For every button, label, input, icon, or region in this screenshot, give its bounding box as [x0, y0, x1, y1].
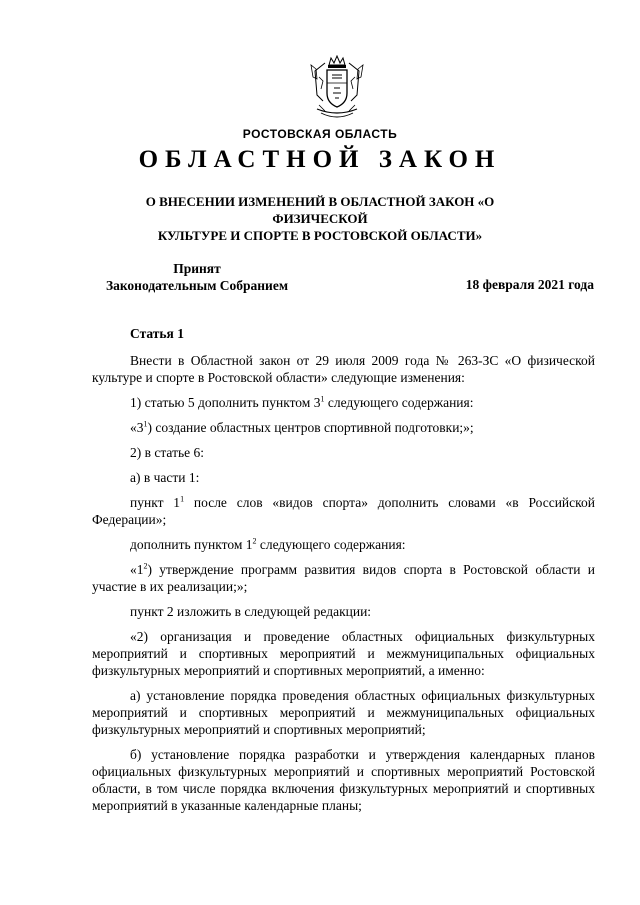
paragraph: дополнить пунктом $1^2$ следующего содержания: — [130, 536, 406, 552]
region-name: РОСТОВСКАЯ ОБЛАСТЬ — [242, 127, 398, 141]
paragraph: «$1^2$) утверждение программ развития видов спорта в Ростовской области и участие в их реализации;»; — [92, 561, 595, 594]
paragraph: «$3^1$) создание областных центров спортивной подготовки;»; — [130, 419, 474, 435]
paragraph: Внести в Областной закон от 29 июля 2009 года № 263-ЗС «О физической культуре и спорте в Ростовской области» следующие изменения: — [92, 353, 595, 385]
paragraph: б) установление порядка разработки и утверждения календарных планов официальных физкультурных мероприятий и спортивных мероприятий Ростовской области, в том числе порядка включения физкультурных мероприятий и спортивных мероприятий в указанные календарные планы; — [92, 747, 595, 813]
paragraph: «2) организация и проведение областных официальных физкультурных мероприятий и спортивных мероприятий и межмуниципальных официальных физкультурных мероприятий и спортивных мероприятий, а именно: — [92, 629, 595, 678]
document-body — [92, 325, 595, 822]
adopted-by — [92, 260, 302, 294]
adopted-label: Принят — [173, 261, 221, 276]
law-title-line: О ВНЕСЕНИИ ИЗМЕНЕНИЙ В ОБЛАСТНОЙ ЗАКОН «О ФИЗИЧЕСКОЙ — [145, 194, 495, 226]
rostov-oblast-coat-of-arms-icon — [307, 55, 367, 123]
law-title — [112, 193, 528, 244]
paragraph: а) установление порядка проведения областных официальных физкультурных мероприятий и спортивных мероприятий и межмуниципальных официальных физкультурных мероприятий и спортивных мероприятий; — [92, 688, 595, 737]
law-type-heading: ОБЛАСТНОЙ ЗАКОН — [138, 146, 502, 173]
paragraph: 1) статью 5 дополнить пунктом $3^1$ следующего содержания: — [130, 394, 474, 410]
paragraph: а) в части 1: — [130, 470, 200, 485]
adopted-body: Законодательным Собранием — [105, 278, 289, 293]
article-title: Статья 1 — [130, 326, 184, 341]
paragraph: пункт $1^1$ после слов «видов спорта» дополнить словами «в Российской Федерации»; — [92, 494, 595, 527]
adoption-date: 18 февраля 2021 года — [465, 277, 594, 292]
paragraph: 2) в статье 6: — [130, 445, 204, 460]
law-title-line: КУЛЬТУРЕ И СПОРТЕ В РОСТОВСКОЙ ОБЛАСТИ» — [157, 228, 483, 243]
paragraph: пункт 2 изложить в следующей редакции: — [130, 604, 372, 619]
